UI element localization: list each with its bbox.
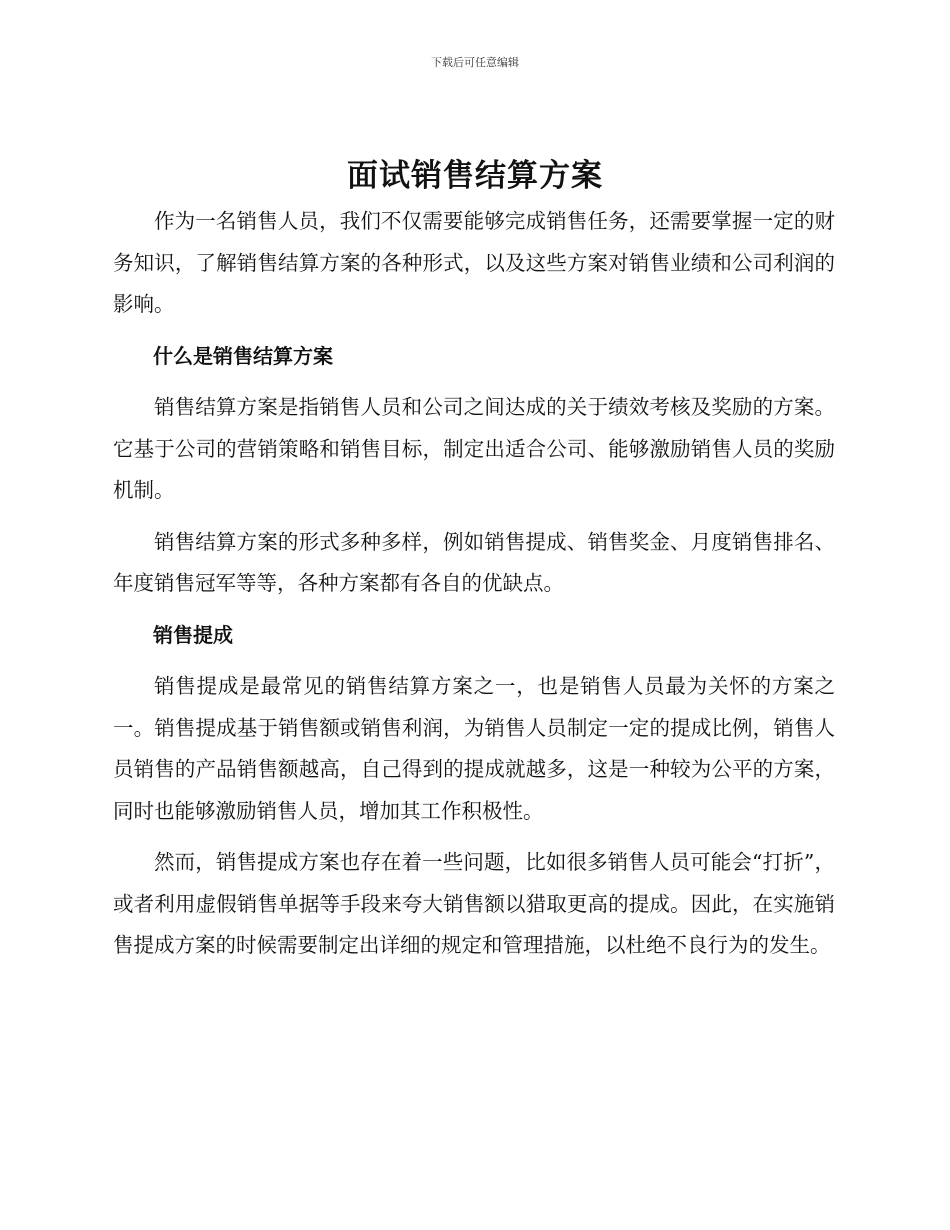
document-body [113, 201, 835, 977]
paragraph-forms: 销售结算方案的形式多种多样，例如销售提成、销售奖金、月度销售排名、年度销售冠军等等，各种方案都有各自的优缺点。 [113, 529, 835, 595]
paragraph-commission-issues: 然而，销售提成方案也存在着一些问题，比如很多销售人员可能会“打折”，或者利用虚假销售单据等手段来夸大销售额以猎取更高的提成。因此，在实施销售提成方案的时候需要制定出详细的规定和管理措施，以杜绝不良行为的发生。 [113, 850, 835, 957]
document-title: 面试销售结算方案 [347, 158, 603, 194]
section-heading-commission: 销售提成 [153, 622, 233, 647]
section-heading-what-is: 什么是销售结算方案 [153, 343, 333, 368]
paragraph-commission: 销售提成是最常见的销售结算方案之一，也是销售人员最为关怀的方案之一。销售提成基于销售额或销售利润，为销售人员制定一定的提成比例，销售人员销售的产品销售额越高，自己得到的提成就越多，这是一种较为公平的方案，同时也能够激励销售人员，增加其工作积极性。 [113, 674, 835, 823]
paragraph-definition: 销售结算方案是指销售人员和公司之间达成的关于绩效考核及奖励的方案。它基于公司的营销策略和销售目标，制定出适合公司、能够激励销售人员的奖励机制。 [113, 395, 835, 502]
header-note: 下载后可任意编辑 [431, 56, 519, 69]
paragraph-intro: 作为一名销售人员，我们不仅需要能够完成销售任务，还需要掌握一定的财务知识，了解销售结算方案的各种形式，以及这些方案对销售业绩和公司利润的影响。 [113, 209, 835, 316]
